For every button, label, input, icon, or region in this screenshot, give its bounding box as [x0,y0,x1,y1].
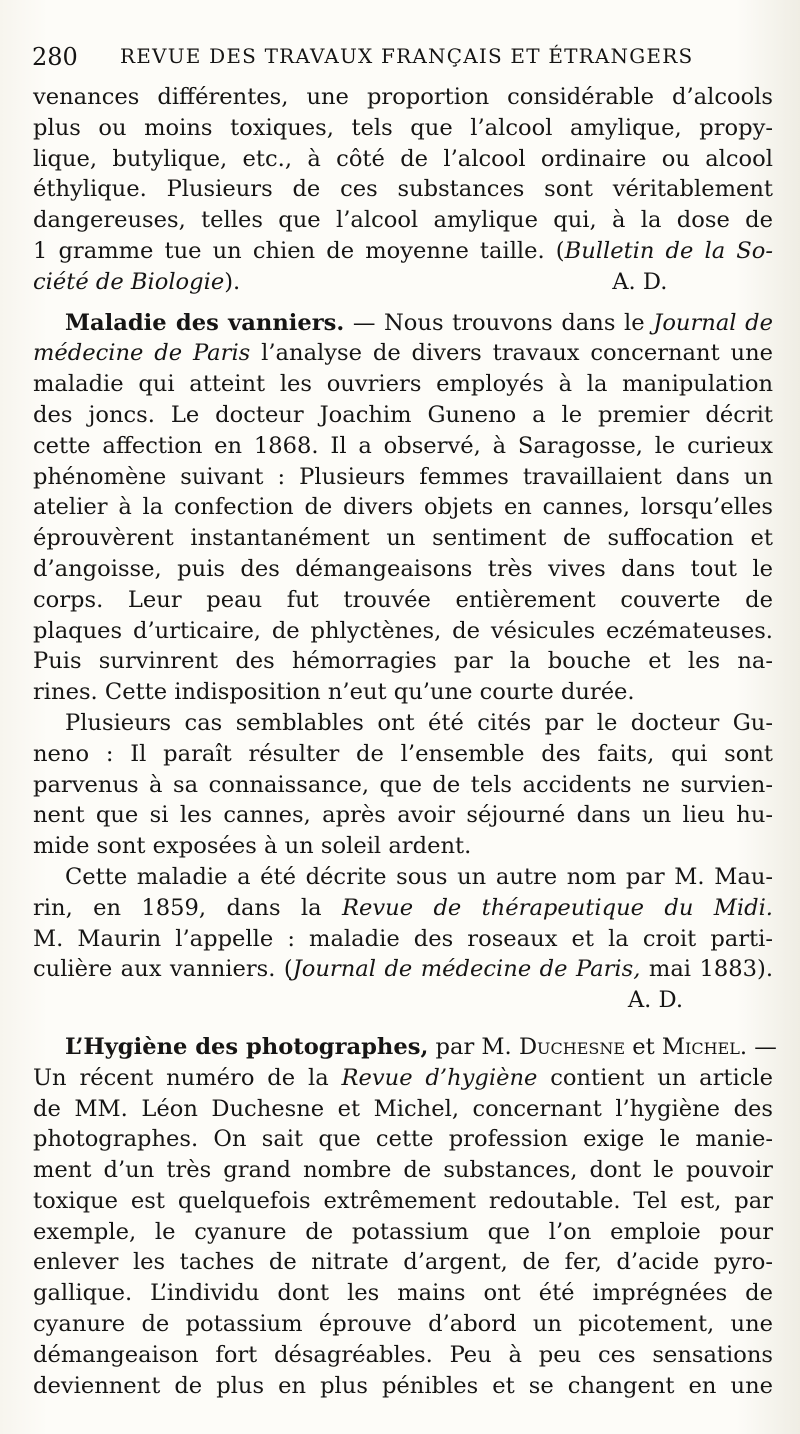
text-line: atelier à la confection de divers objets en cannes, lorsqu’elles [33,494,773,521]
text-line: dangereuses, telles que l’alcool amylique qui, à la dose de [33,207,773,234]
text-run: ). [224,268,241,295]
text-line: ment d’un très grand nombre de substances, dont le pouvoir [33,1157,773,1184]
text-line [33,236,773,267]
text-run: et [625,1033,662,1060]
text-line: M. Maurin l’appelle : maladie des roseaux et la croit parti- [33,925,773,952]
text-line: corps. Leur peau fut trouvée entièrement couverte de [33,586,773,613]
paragraph-vanniers [33,308,773,708]
text-line: photographes. On sait que cette profession exige le manie- [33,1126,773,1153]
text-line: venances différentes, une proportion considérable d’alcools [33,84,773,110]
text-line [33,308,773,339]
text-line: mide sont exposées à un soleil ardent. [33,833,472,860]
author-name: Michel [661,1033,740,1060]
section-heading: L’Hygiène des photographes, [65,1033,429,1060]
text-line: de MM. Léon Duchesne et Michel, concernant l’hygiène des [33,1095,773,1122]
text-line: Cette maladie a été décrite sous un autre nom par M. Mau- [65,863,773,890]
section-heading: Maladie des vanniers. [65,309,345,336]
citation-italic: Journal de [653,309,773,336]
text-line: démangeaison fort désagréables. Peu à peu ces sensations [33,1341,773,1368]
text-line: enlever les taches de nitrate d’argent, de fer, d’acide pyro- [33,1249,773,1276]
author-signature: A. D. [627,987,683,1014]
text-run: contient un article [537,1064,773,1091]
text-line: plus ou moins toxiques, tels que l’alcool amylique, propy- [33,114,773,141]
text-run: — Nous trouvons dans le [344,309,654,336]
text-line: exemple, le cyanure de potassium que l’on emploie pour [33,1218,773,1245]
text-run: Un récent numéro de la [33,1064,342,1091]
running-head [30,40,760,74]
text-line [33,985,773,1016]
text-line: éprouvèrent instantanément un sentiment de suffocation et [33,525,773,552]
citation-italic: Revue d’hygiène [341,1064,538,1091]
author-signature: A. D. [612,268,668,295]
text-line: plaques d’urticaire, de phlyctènes, de vésicules eczémateuses. [33,617,773,644]
text-line: maladie qui atteint les ouvriers employés à la manipulation [33,371,773,398]
journal-title: REVUE DES TRAVAUX FRANÇAIS ET ÉTRANGERS [120,44,694,68]
text-line: deviennent de plus en plus pénibles et se changent en une [33,1372,773,1399]
text-line: cette affection en 1868. Il a observé, à Saragosse, le curieux [33,432,773,459]
article-body [33,82,777,1401]
text-run: . — [739,1033,777,1060]
text-line: Puis survinrent des hémorragies par la bouche et les na- [33,648,773,675]
author-name: Duchesne [518,1033,626,1060]
text-line: lique, butylique, etc., à côté de l’alcool ordinaire ou alcool [33,145,773,172]
text-line [33,1032,777,1063]
text-run: par M. [428,1033,519,1060]
text-line [33,1063,773,1094]
text-line [33,338,773,369]
citation-italic: Bulletin de la So- [564,237,773,264]
text-line: des joncs. Le docteur Joachim Guneno a le premier décrit [33,401,773,428]
paragraph-alcohols [33,82,773,298]
text-line: éthylique. Plusieurs de ces substances sont véritablement [33,176,773,203]
text-line [33,954,773,985]
text-line: phénomène suivant : Plusieurs femmes travaillaient dans un [33,463,773,490]
text-line [33,267,773,298]
paragraph-maurin [33,862,773,1016]
citation-italic: ciété de Biologie [33,268,225,295]
paragraph-guneno-cases [33,708,773,862]
text-line: Plusieurs cas semblables ont été cités par le docteur Gu- [65,709,773,736]
text-run: 1 gramme tue un chien de moyenne taille. ( [33,237,565,264]
text-run: culière aux vanniers. ( [33,956,293,983]
text-line: d’angoisse, puis des démangeaisons très vives dans tout le [33,555,773,582]
citation-italic: Journal de médecine de Paris, [292,956,641,983]
text-line: gallique. L’individu dont les mains ont été imprégnées de [33,1280,773,1307]
text-line [33,893,773,924]
text-line: toxique est quelquefois extrêmement redoutable. Tel est, par [33,1187,773,1214]
text-run: mai 1883). [640,956,774,983]
text-run: rin, en 1859, dans la [33,894,342,921]
citation-italic: Revue de thérapeutique du Midi. [342,894,773,921]
text-line: neno : Il paraît résulter de l’ensemble des faits, qui sont [33,740,773,767]
citation-italic: médecine de Paris [33,340,251,367]
text-line: cyanure de potassium éprouve d’abord un picotement, une [33,1311,773,1338]
text-line: nent que si les cannes, après avoir séjourné dans un lieu hu- [33,802,773,829]
paragraph-photographers [33,1032,777,1402]
text-line: rines. Cette indisposition n’eut qu’une courte durée. [33,679,635,706]
page-number: 280 [32,43,78,71]
text-run: l’analyse de divers travaux concernant une [250,340,773,367]
text-line: parvenus à sa connaissance, que de tels accidents ne survien- [33,771,773,798]
